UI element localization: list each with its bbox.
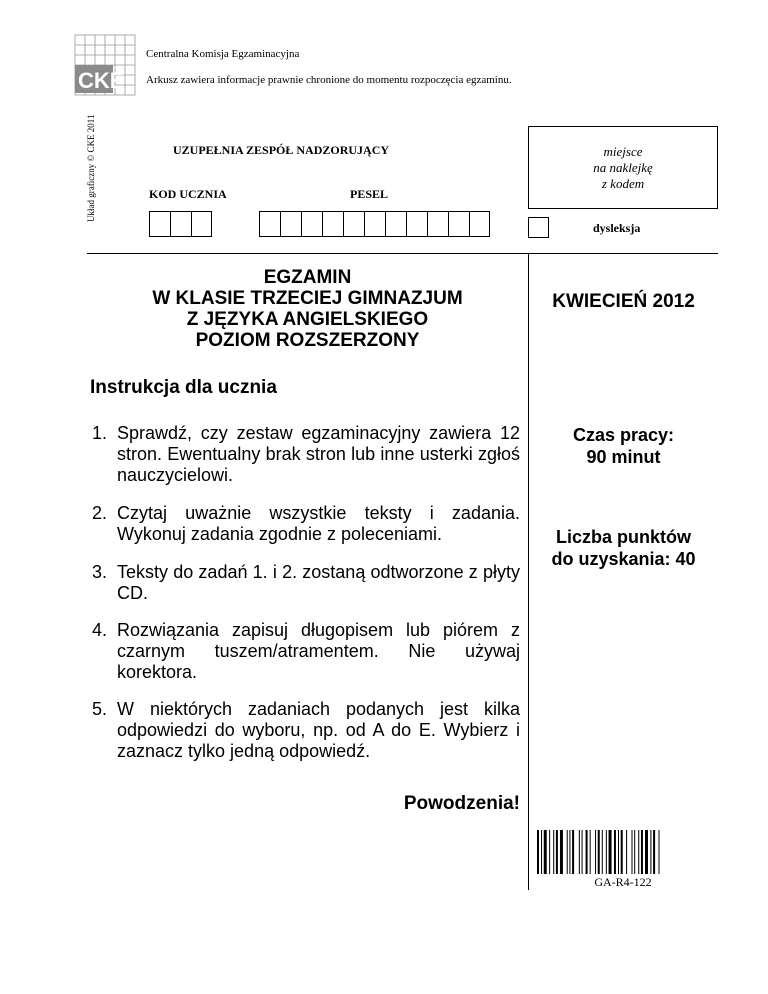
dyslexia-checkbox[interactable] — [528, 217, 549, 238]
kod-cell[interactable] — [191, 211, 212, 237]
time-label: Czas pracy: — [572, 425, 675, 445]
pesel-cell[interactable] — [364, 211, 385, 237]
instruction-text: Rozwiązania zapisuj długopisem lub piórem z czarnym tuszem/atramentem. Nie używaj korektora. — [117, 620, 520, 682]
pesel-cell[interactable] — [301, 211, 322, 237]
sticker-line-1: miejsce — [603, 143, 643, 159]
exam-date: KWIECIEŃ 2012 — [552, 291, 695, 312]
instruction-text: Teksty do zadań 1. i 2. zostaną odtworzone z płyty CD. — [117, 562, 520, 603]
pesel-label: PESEL — [350, 187, 389, 201]
instructions-heading: Instrukcja dla ucznia — [90, 377, 277, 398]
pesel-boxes[interactable] — [259, 211, 490, 237]
instruction-number: 5. — [92, 699, 108, 719]
exam-title-line-1: EGZAMIN — [263, 267, 352, 288]
supervisor-title: UZUPEŁNIA ZESPÓŁ NADZORUJĄCY — [173, 143, 390, 157]
cke-logo — [73, 33, 137, 97]
dyslexia-label: dysleksja — [593, 221, 641, 235]
instruction-text: Czytaj uważnie wszystkie teksty i zadania. Wykonuj zadania zgodnie z poleceniami. — [117, 503, 520, 544]
pesel-cell[interactable] — [343, 211, 364, 237]
instruction-item — [92, 423, 520, 486]
time-value: 90 minut — [586, 447, 661, 467]
pesel-cell[interactable] — [322, 211, 343, 237]
side-label: Układ graficzny © CKE 2011 — [86, 114, 96, 222]
exam-title-line-4: POZIOM ROZSZERZONY — [195, 330, 420, 351]
barcode-code: GA-R4-122 — [594, 875, 652, 889]
pesel-cell[interactable] — [448, 211, 469, 237]
sticker-area — [528, 126, 718, 209]
pesel-cell[interactable] — [469, 211, 490, 237]
instruction-number: 1. — [92, 423, 108, 443]
points-value: do uzyskania: 40 — [551, 549, 696, 569]
kod-ucznia-boxes[interactable] — [149, 211, 212, 237]
instruction-text: Sprawdź, czy zestaw egzaminacyjny zawiera 12 stron. Ewentualny brak stron lub inne usterki zgłoś nauczycielowi. — [117, 423, 520, 485]
sticker-line-2: na naklejkę — [593, 159, 653, 175]
protection-notice: Arkusz zawiera informacje prawnie chronione do momentu rozpoczęcia egzaminu. — [146, 74, 512, 86]
instruction-item — [92, 620, 520, 683]
points-label: Liczba punktów — [556, 527, 691, 547]
exam-title-line-3: Z JĘZYKA ANGIELSKIEGO — [186, 309, 429, 330]
barcode-graphic — [537, 830, 709, 874]
instruction-item — [92, 699, 520, 762]
exam-title-line-2: W KLASIE TRZECIEJ GIMNAZJUM — [152, 288, 463, 309]
instruction-item — [92, 562, 520, 604]
divider-horizontal — [87, 253, 718, 254]
instruction-number: 3. — [92, 562, 108, 582]
pesel-cell[interactable] — [385, 211, 406, 237]
pesel-cell[interactable] — [427, 211, 448, 237]
pesel-cell[interactable] — [259, 211, 280, 237]
sticker-line-3: z kodem — [601, 175, 645, 191]
exam-title — [87, 267, 528, 351]
org-name: Centralna Komisja Egzaminacyjna — [146, 48, 300, 60]
kod-cell[interactable] — [170, 211, 191, 237]
logo-text: CKE — [78, 68, 125, 93]
instruction-item — [92, 503, 520, 545]
pesel-cell[interactable] — [280, 211, 301, 237]
instruction-text: W niektórych zadaniach podanych jest kilka odpowiedzi do wyboru, np. od A do E. Wybierz i zaznacz tylko jedną odpowiedź. — [117, 699, 520, 761]
instruction-number: 2. — [92, 503, 108, 523]
points-info — [529, 526, 718, 570]
time-info — [529, 424, 718, 468]
divider-vertical — [528, 253, 529, 890]
kod-cell[interactable] — [149, 211, 170, 237]
good-luck-text: Powodzenia! — [403, 793, 520, 814]
instruction-number: 4. — [92, 620, 108, 640]
pesel-cell[interactable] — [406, 211, 427, 237]
kod-ucznia-label: KOD UCZNIA — [149, 187, 227, 201]
